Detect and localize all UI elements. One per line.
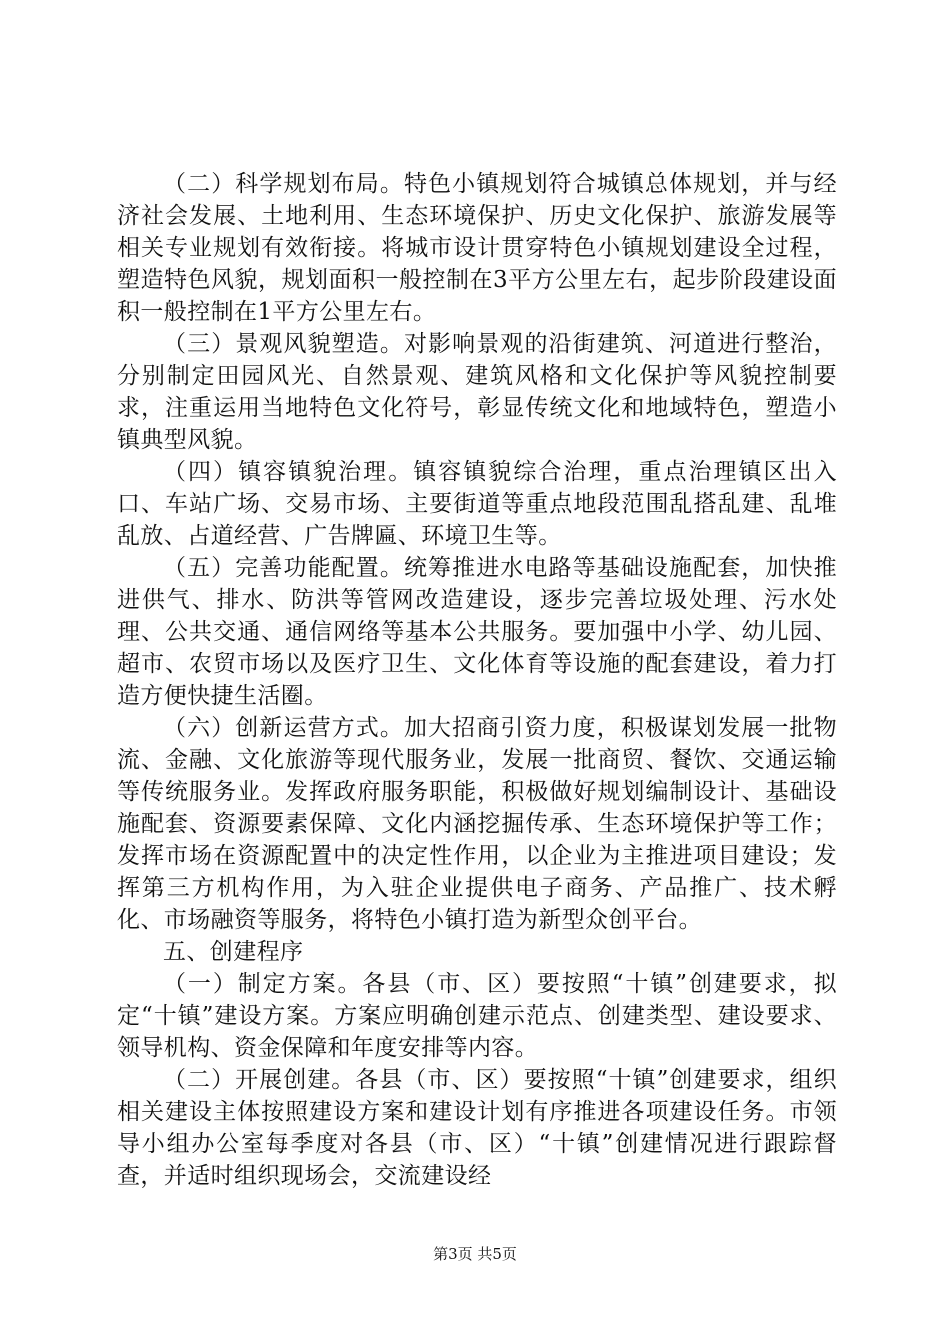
paragraph-function-config: （五）完善功能配置。统筹推进水电路等基础设施配套，加快推进供气、排水、防洪等管网改造建设，逐步完善垃圾处理、污水处理、公共交通、通信网络等基本公共服务。要加强中小学、幼儿园、超市、农贸市场以及医疗卫生、文化体育等设施的配套建设，着力打造方便快捷生活圈。 bbox=[117, 555, 837, 709]
section-heading: 五、创建程序 bbox=[163, 939, 304, 965]
paragraph-landscape: （三）景观风貌塑造。对影响景观的沿街建筑、河道进行整治，分别制定田园风光、自然景观、建筑风格和文化保护等风貌控制要求，注重运用当地特色文化符号，彰显传统文化和地域特色，塑造小镇典型风貌。 bbox=[117, 331, 837, 453]
paragraph-make-plan: （一）制定方案。各县（市、区）要按照“十镇”创建要求，拟定“十镇”建设方案。方案应明确创建示范点、创建类型、建设要求、领导机构、资金保障和年度安排等内容。 bbox=[117, 971, 837, 1061]
document-body bbox=[117, 168, 837, 1192]
paragraph-operation-mode: （六）创新运营方式。加大招商引资力度，积极谋划发展一批物流、金融、文化旅游等现代服务业，发展一批商贸、餐饮、交通运输等传统服务业。发挥政府服务职能，积极做好规划编制设计、基础设施配套、资源要素保障、文化内涵挖掘传承、生态环境保护等工作；发挥市场在资源配置中的决定性作用，以企业为主推进项目建设；发挥第三方机构作用，为入驻企业提供电子商务、产品推广、技术孵化、市场融资等服务，将特色小镇打造为新型众创平台。 bbox=[117, 715, 837, 933]
paragraph-town-appearance: （四）镇容镇貌治理。镇容镇貌综合治理，重点治理镇区出入口、车站广场、交易市场、主要街道等重点地段范围乱搭乱建、乱堆乱放、占道经营、广告牌匾、环境卫生等。 bbox=[117, 459, 837, 549]
page-number-footer: 第3页 共5页 bbox=[433, 1245, 517, 1263]
paragraph-carry-out: （二）开展创建。各县（市、区）要按照“十镇”创建要求，组织相关建设主体按照建设方案和建设计划有序推进各项建设任务。市领导小组办公室每季度对各县（市、区）“十镇”创建情况进行跟踪督查，并适时组织现场会，交流建设经 bbox=[117, 1067, 837, 1189]
paragraph-planning-layout: （二）科学规划布局。特色小镇规划符合城镇总体规划，并与经济社会发展、土地利用、生态环境保护、历史文化保护、旅游发展等相关专业规划有效衔接。将城市设计贯穿特色小镇规划建设全过程，塑造特色风貌，规划面积一般控制在3平方公里左右，起步阶段建设面积一般控制在1平方公里左右。 bbox=[117, 171, 837, 325]
